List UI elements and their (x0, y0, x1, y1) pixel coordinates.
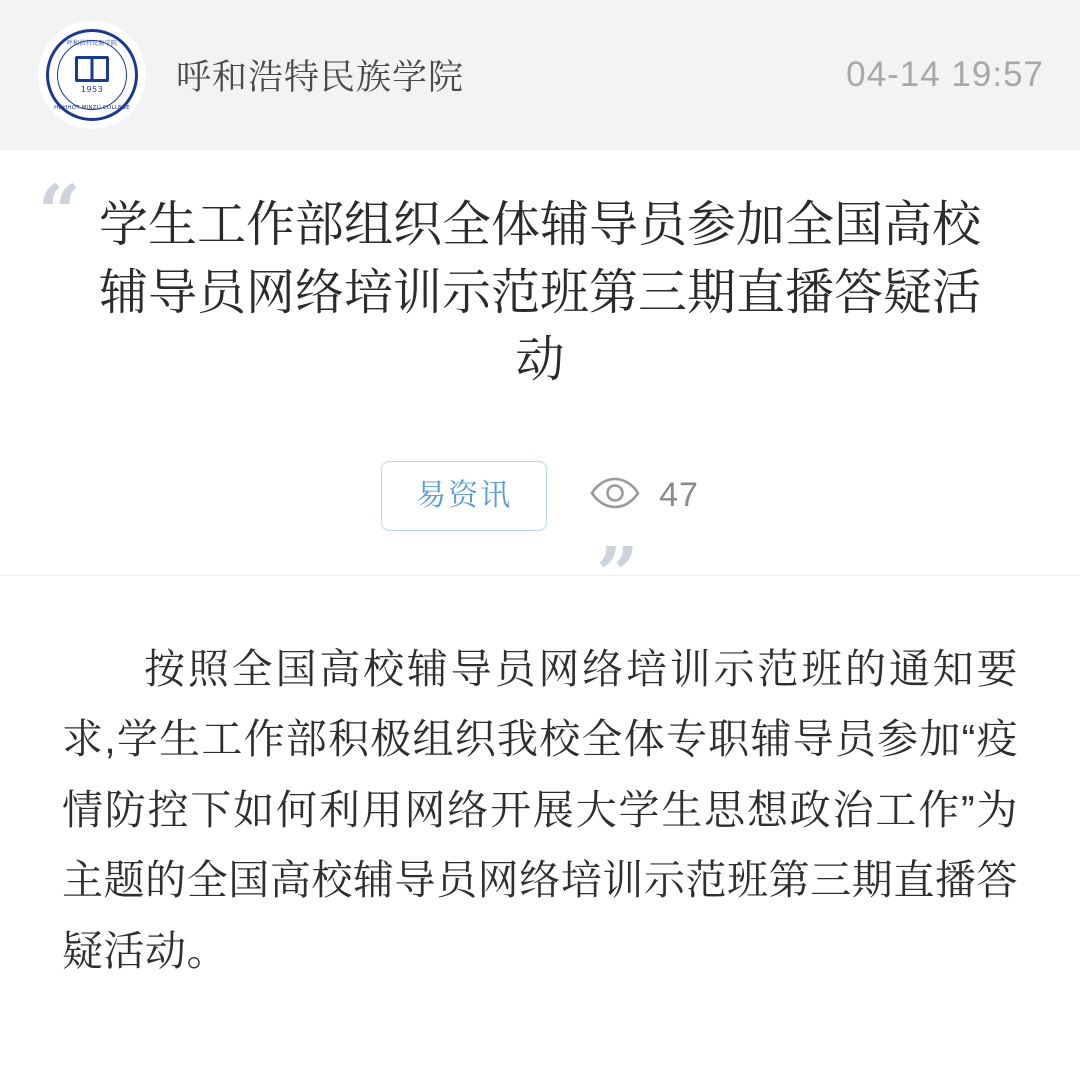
quote-open-icon: “ (38, 170, 81, 256)
logo-inner-ring (57, 40, 127, 110)
open-book-icon (75, 56, 109, 82)
logo-year-text: 1953 (80, 85, 104, 94)
view-count (589, 476, 699, 515)
article-meta-row (60, 461, 1020, 531)
page-title: 学生工作部组织全体辅导员参加全国高校辅导员网络培训示范班第三期直播答疑活动 (98, 198, 981, 388)
avatar[interactable] (38, 21, 146, 129)
eye-icon (589, 476, 641, 515)
category-tag-button[interactable]: 易资讯 (381, 461, 547, 531)
school-crest-logo-icon (46, 29, 138, 121)
article-title-block (0, 150, 1080, 618)
logo-arc-top-text: 呼和浩特民族学院 (66, 40, 118, 47)
article-header (0, 0, 1080, 150)
account-name[interactable]: 呼和浩特民族学院 (176, 58, 465, 97)
article-body (0, 576, 1080, 987)
logo-arc-bottom-text: HOHHOT MINZU COLLEGE (54, 105, 130, 111)
publish-timestamp: 04-14 19:57 (846, 55, 1044, 94)
quote-close-icon: ” (596, 532, 639, 618)
article-paragraph: 按照全国高校辅导员网络培训示范班的通知要求,学生工作部积极组织我校全体专职辅导员参加“疫情防控下如何利用网络开展大学生思想政治工作”为主题的全国高校辅导员网络培训示范班第三期直播答疑活动。 (62, 645, 1018, 974)
view-count-value: 47 (659, 476, 699, 515)
